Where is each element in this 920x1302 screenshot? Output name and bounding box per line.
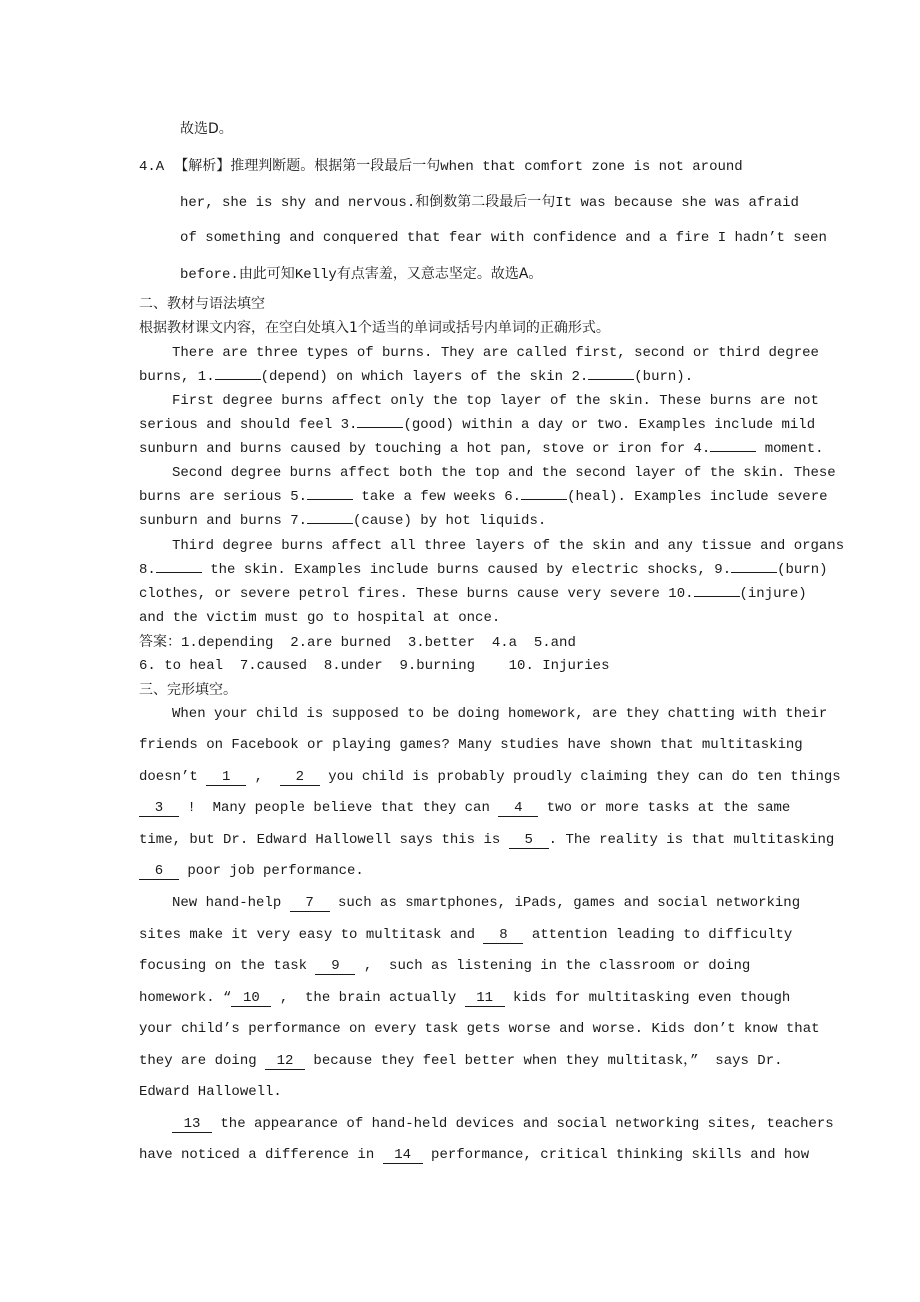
cloze-blank-10[interactable]: 10 [231,991,271,1007]
cloze-line-4: 3 ! Many people believe that they can 4 two or more tasks at the same [139,799,790,817]
q4-explanation-line-2: her, she is shy and nervous.和倒数第二段最后一句It was because she was afraid [180,194,799,211]
cloze-line-11: your child’s performance on every task gets worse and worse. Kids don’t know that [139,1021,820,1037]
q4-label: 4.A [139,159,165,175]
cloze-line-12: they are doing 12 because they feel better when they multitask，” says Dr. [139,1053,783,1069]
cloze-line-9: focusing on the task 9 , such as listening in the classroom or doing [139,958,751,974]
cloze-line-1: When your child is supposed to be doing homework, are they chatting with their [172,706,828,722]
fill-blank-6[interactable] [521,499,567,500]
cloze-line-5: time, but Dr. Edward Hallowell says this is 5 . The reality is that multitasking [139,832,835,848]
burns-para-4-line-3: clothes, or severe petrol fires. These burns cause very severe 10. (injure) [139,586,807,602]
q3-conclusion: 故选D。 [180,121,233,137]
burns-para-3-line-3: sunburn and burns 7. (cause) by hot liquids. [139,513,547,529]
burns-para-2-line-2: serious and should feel 3. (good) within a day or two. Examples include mild [139,417,816,433]
burns-para-1-line-1: There are three types of burns. They are called first, second or third degree [172,345,819,361]
q4-explanation-line-3: of something and conquered that fear with confidence and a fire I hadn’t seen [180,230,827,246]
cloze-line-3: doesn’t 1 , 2 you child is probably proudly claiming they can do ten things [139,769,841,785]
fill-blank-10[interactable] [694,596,740,597]
cloze-line-13: Edward Hallowell. [139,1084,282,1100]
section-3-heading: 三、完形填空。 [139,682,237,698]
burns-para-4-line-2: 8. the skin. Examples include burns caused by electric shocks, 9. (burn) [139,562,828,578]
burns-para-2-line-3: sunburn and burns caused by touching a hot pan, stove or iron for 4. moment. [139,441,824,457]
answers-line-2: 6. to heal 7.caused 8.under 9.burning 10. Injuries [139,658,610,674]
cloze-blank-13[interactable]: 13 [172,1117,212,1133]
cloze-blank-9[interactable]: 9 [315,959,355,975]
fill-blank-2[interactable] [588,379,634,380]
fill-blank-5[interactable] [307,499,353,500]
cloze-line-15: have noticed a difference in 14 performance, critical thinking skills and how [139,1147,810,1163]
cloze-blank-14[interactable]: 14 [383,1148,423,1164]
fill-blank-8[interactable] [156,572,202,573]
fill-blank-4[interactable] [710,451,756,452]
section-2-instruction: 根据教材课文内容，在空白处填入1个适当的单词或括号内单词的正确形式。 [139,320,610,336]
cloze-blank-7[interactable]: 7 [290,896,330,912]
burns-para-3-line-2: burns are serious 5. take a few weeks 6. (heal). Examples include severe [139,489,828,505]
cloze-blank-2[interactable]: 2 [280,770,320,786]
cloze-blank-12[interactable]: 12 [265,1054,305,1070]
cloze-line-6: 6 poor job performance. [139,862,364,880]
cloze-line-2: friends on Facebook or playing games? Many studies have shown that multitasking [139,737,803,753]
burns-para-3-line-1: Second degree burns affect both the top and the second layer of the skin. These [172,465,836,481]
burns-para-1-line-2: burns, 1. (depend) on which layers of the skin 2. (burn). [139,369,694,385]
cloze-blank-8[interactable]: 8 [483,928,523,944]
cloze-line-14: 13 the appearance of hand-held devices and social networking sites, teachers [172,1115,834,1133]
fill-blank-1[interactable] [215,379,261,380]
answers-label: 答案： [139,634,181,650]
cloze-line-10: homework. “ 10 , the brain actually 11 kids for multitasking even though [139,990,791,1006]
section-2-heading: 二、教材与语法填空 [139,296,265,312]
cloze-blank-4[interactable]: 4 [498,801,538,817]
cloze-blank-5[interactable]: 5 [509,833,549,849]
answers-line-1: 答案：1.depending 2.are burned 3.better 4.a 5.and [139,634,576,651]
fill-blank-3[interactable] [357,427,403,428]
cloze-blank-11[interactable]: 11 [465,991,505,1007]
q4-explanation-line-1: 4.A 【解析】推理判断题。根据第一段最后一句when that comfort zone is not around [139,158,743,175]
burns-para-4-line-1: Third degree burns affect all three layers of the skin and any tissue and organs [172,538,845,554]
cloze-line-7: New hand-help 7 such as smartphones, iPads, games and social networking [172,895,801,911]
cloze-blank-1[interactable]: 1 [206,770,246,786]
cloze-line-8: sites make it very easy to multitask and 8 attention leading to difficulty [139,927,793,943]
fill-blank-9[interactable] [731,572,777,573]
fill-blank-7[interactable] [307,523,353,524]
burns-para-2-line-1: First degree burns affect only the top layer of the skin. These burns are not [172,393,819,409]
burns-para-4-line-4: and the victim must go to hospital at once. [139,610,501,626]
cloze-blank-6[interactable]: 6 [139,864,179,880]
q4-explanation-line-4: before.由此可知Kelly有点害羞，又意志坚定。故选A。 [180,266,543,283]
cloze-blank-3[interactable]: 3 [139,801,179,817]
